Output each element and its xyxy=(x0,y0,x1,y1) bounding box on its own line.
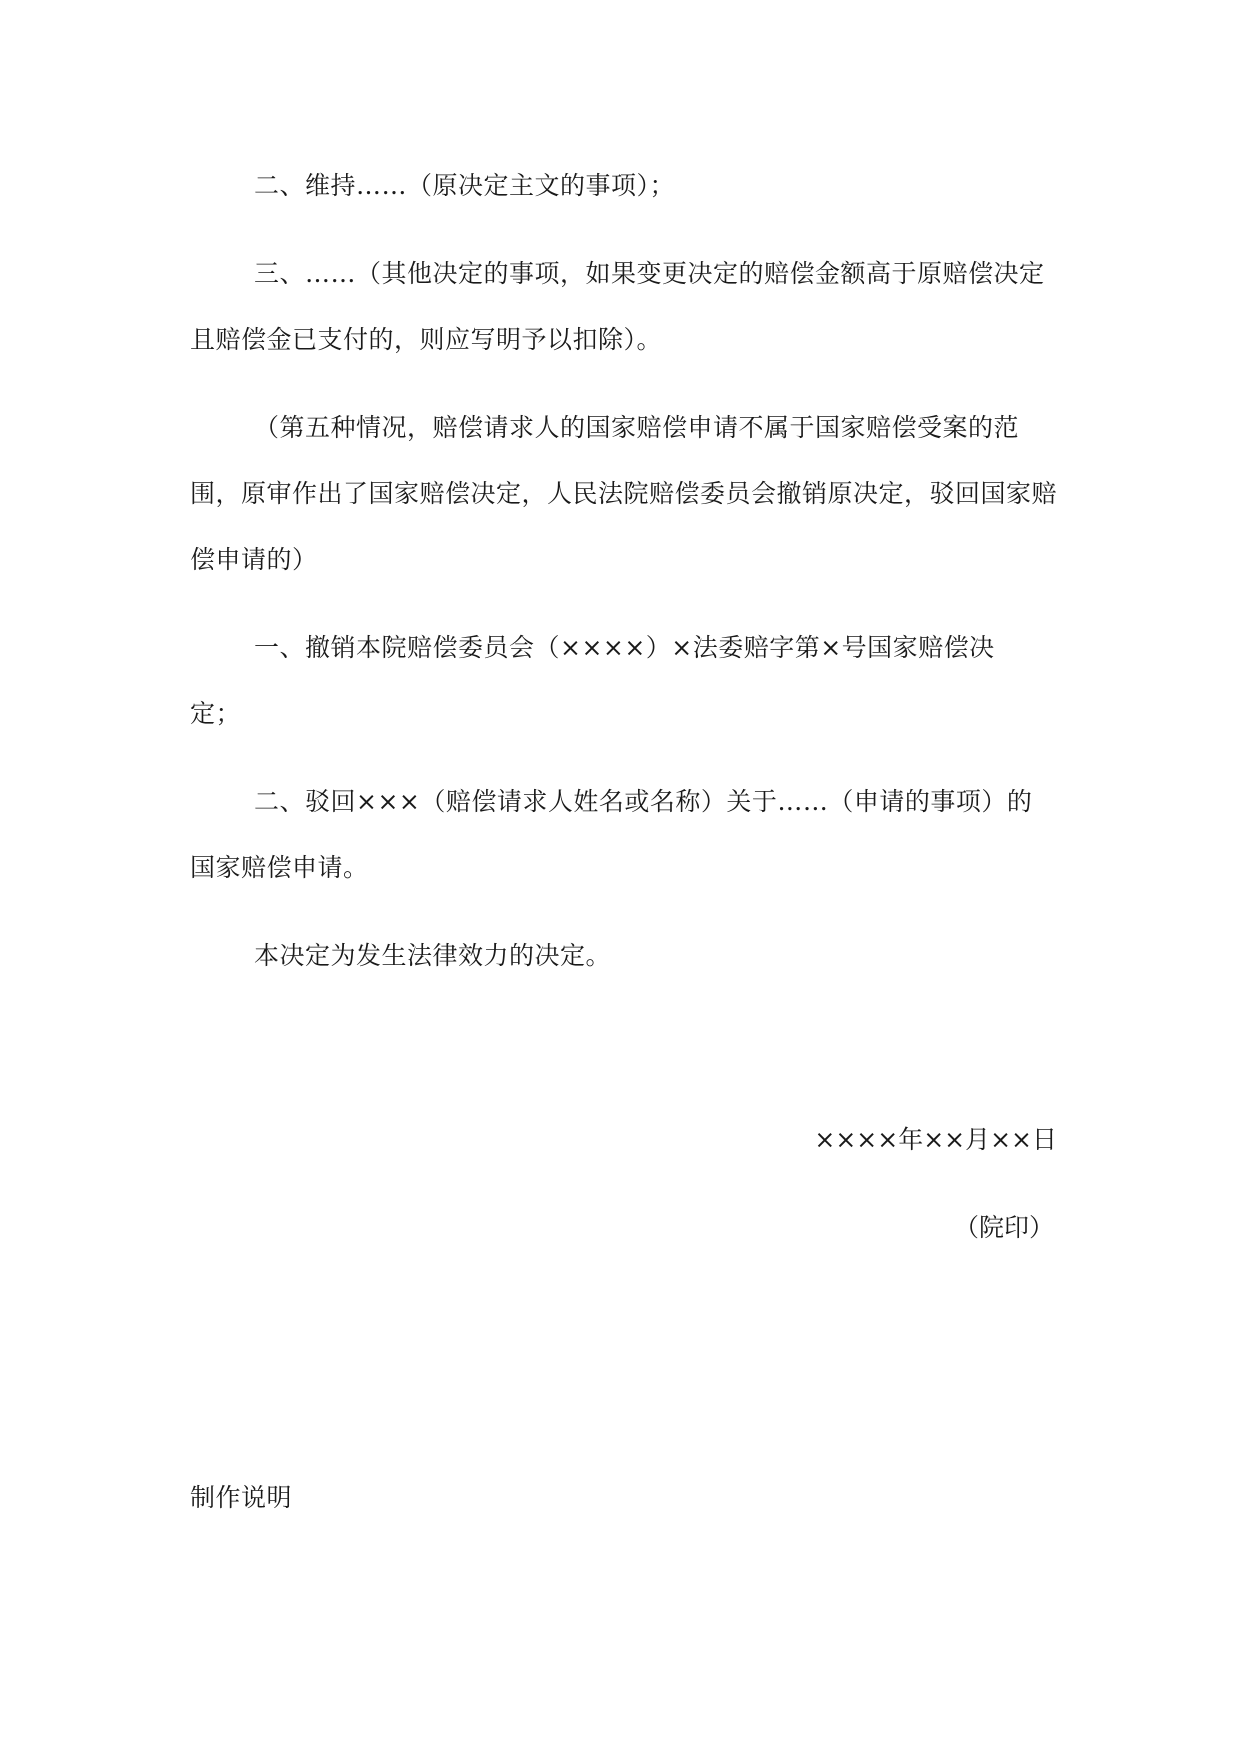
paragraph-fifth-case-line3: 偿申请的） xyxy=(190,545,318,574)
court-seal-label: （院印） xyxy=(953,1213,1054,1242)
document-date: ××××年××月××日 xyxy=(814,1125,1057,1154)
paragraph-fifth-case-line2: 围，原审作出了国家赔偿决定，人民法院赔偿委员会撤销原决定，驳回国家赔 xyxy=(190,479,1058,508)
paragraph-maintain-item: 二、维持……（原决定主文的事项）； xyxy=(254,171,676,200)
paragraph-reject-line1: 二、驳回×××（赔偿请求人姓名或名称）关于……（申请的事项）的 xyxy=(254,787,1033,816)
paragraph-other-items-line1: 三、……（其他决定的事项，如果变更决定的赔偿金额高于原赔偿决定 xyxy=(254,259,1045,288)
section-heading-instructions: 制作说明 xyxy=(190,1483,293,1512)
paragraph-effect: 本决定为发生法律效力的决定。 xyxy=(254,941,612,970)
paragraph-other-items-line2: 且赔偿金已支付的，则应写明予以扣除）。 xyxy=(190,325,663,354)
paragraph-fifth-case-line1: （第五种情况，赔偿请求人的国家赔偿申请不属于国家赔偿受案的范 xyxy=(254,413,1020,442)
paragraph-revoke-line2: 定； xyxy=(190,699,242,728)
paragraph-reject-line2: 国家赔偿申请。 xyxy=(190,853,369,882)
paragraph-revoke-line1: 一、撤销本院赔偿委员会（××××）×法委赔字第×号国家赔偿决 xyxy=(254,633,995,662)
